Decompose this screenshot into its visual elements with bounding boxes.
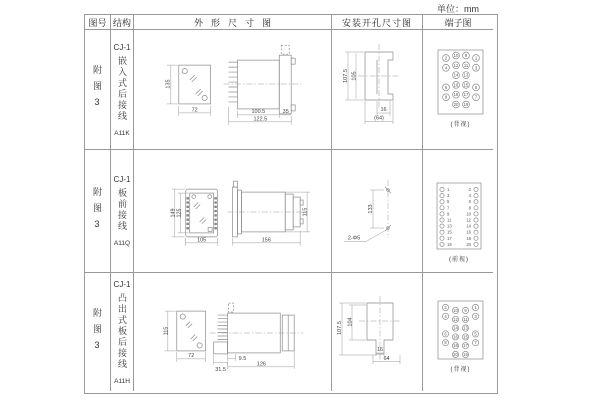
- dim-cutout-outer-h: 107.5: [343, 69, 349, 83]
- terminal-pin-number: 17: [463, 342, 468, 348]
- terminal-pin-number: 16: [453, 82, 459, 88]
- terminal-view-label: (前视): [449, 257, 469, 263]
- terminal-pin-number: 20: [453, 351, 458, 357]
- dim-notch-w: 16: [376, 346, 384, 353]
- col-header-terminal-diagram: 端子图: [423, 15, 493, 30]
- terminal-pin-number: 1: [474, 304, 477, 310]
- terminal-pin-number: 9: [464, 307, 467, 313]
- dim-front-width: 72: [188, 352, 195, 359]
- dim-side-offset: 9.5: [238, 355, 247, 362]
- terminal-pin: [474, 194, 478, 198]
- col-header-install-hole-dims: 安装开孔尺寸图: [332, 15, 423, 30]
- terminal-pin-number: 12: [466, 217, 471, 223]
- model-label: CJ-1: [113, 175, 131, 184]
- cell-install-r1: [332, 30, 423, 150]
- terminal-pin-number: 4: [468, 193, 471, 199]
- terminal-pin-number: 16: [453, 333, 458, 339]
- terminal-pin: [474, 242, 478, 246]
- cell-fig-no-r3: [85, 273, 111, 391]
- fig-no-label: 附图3: [92, 186, 102, 236]
- cell-terminal-r2: [423, 150, 493, 273]
- outline-drawing-a11k: [134, 30, 331, 149]
- install-hole-drawing-r2: [332, 150, 422, 272]
- spec-table: [84, 14, 498, 394]
- cell-terminal-r3: [423, 273, 493, 391]
- dim-front-width: 72: [191, 107, 198, 114]
- terminal-pin-number: 14: [453, 72, 459, 78]
- terminal-pin-number: 3: [474, 65, 478, 71]
- terminal-pin-number: 19: [447, 241, 452, 247]
- dim-cutout-w: 64: [383, 355, 390, 362]
- terminal-pin: [474, 187, 478, 191]
- terminal-pin: [440, 187, 444, 191]
- terminal-pin: [440, 218, 444, 222]
- cell-structure-r1: [111, 30, 134, 150]
- dim-front-inner-h: 125: [176, 208, 183, 218]
- terminal-pin-number: 3: [474, 313, 477, 319]
- dim-front-width: 105: [197, 237, 207, 244]
- terminal-pin-number: 9: [447, 211, 450, 217]
- structure-code: A11H: [114, 377, 130, 385]
- structure-desc: 凸出式板后接线: [117, 292, 127, 370]
- terminal-pin: [440, 230, 444, 234]
- terminal-pin-number: 11: [447, 217, 452, 223]
- terminal-pin-number: 17: [463, 92, 469, 98]
- col-header-fig-no: 图号: [85, 15, 111, 30]
- terminal-pin-number: 1: [447, 187, 450, 192]
- terminal-pin-number: 15: [447, 229, 452, 235]
- terminal-pin-number: 12: [453, 62, 459, 68]
- terminal-pin-number: 19: [463, 102, 469, 107]
- dim-cutout-inner-h: 104: [347, 316, 354, 327]
- structure-code: A11K: [114, 129, 130, 137]
- terminal-pin-number: 18: [453, 92, 459, 98]
- dim-side-length: 156: [261, 237, 271, 244]
- cell-structure-r2: [111, 150, 134, 273]
- cell-outline-r2: [134, 150, 332, 273]
- terminal-pin-number: 7: [447, 205, 450, 211]
- fig-no-label: 附图3: [92, 307, 102, 357]
- cell-structure-r3: [111, 273, 134, 391]
- terminal-pin-number: 8: [468, 205, 471, 211]
- terminal-pin-number: 11: [463, 62, 469, 68]
- cell-terminal-r1: [423, 30, 493, 150]
- terminal-pin-number: 2: [444, 55, 448, 61]
- terminal-pin-number: 6: [444, 84, 448, 90]
- terminal-pin: [474, 206, 478, 210]
- terminal-pin: [474, 224, 478, 228]
- terminal-pin: [474, 212, 478, 216]
- terminal-pin-number: 14: [466, 223, 471, 229]
- dim-cutout-outer-h: 107.5: [337, 320, 343, 335]
- terminal-pin-number: 17: [447, 235, 452, 241]
- terminal-pin-number: 10: [453, 53, 459, 58]
- col-header-structure: 结构: [111, 15, 134, 30]
- terminal-pin-number: 16: [466, 229, 471, 235]
- terminal-pin-number: 13: [447, 223, 452, 229]
- structure-desc: 嵌入式后接线: [117, 55, 127, 122]
- install-hole-drawing-r1: [332, 30, 422, 149]
- terminal-pin-number: 3: [447, 193, 450, 199]
- terminal-pin-number: 13: [463, 72, 469, 78]
- terminal-view-label: (背视): [450, 122, 471, 128]
- terminal-pin-number: 20: [466, 241, 471, 247]
- terminal-pin-number: 18: [453, 342, 458, 348]
- terminal-pin: [474, 200, 478, 204]
- terminal-pin-number: 9: [464, 53, 468, 58]
- terminal-diagram-back-view-r1: [423, 30, 493, 149]
- terminal-pin-number: 13: [463, 325, 468, 331]
- terminal-pin: [440, 200, 444, 204]
- install-hole-drawing-r3: [332, 274, 422, 391]
- terminal-pin: [440, 206, 444, 210]
- terminal-pin-number: 6: [444, 330, 447, 336]
- terminal-pin: [440, 236, 444, 240]
- terminal-pin-number: 8: [444, 94, 448, 100]
- terminal-pin: [440, 212, 444, 216]
- dim-side-depth2: 122.5: [253, 116, 268, 123]
- unit-label: 单位：mm: [437, 4, 479, 14]
- terminal-pin: [474, 218, 478, 222]
- terminal-pin-number: 19: [463, 351, 468, 357]
- terminal-pin: [440, 242, 444, 246]
- cell-install-r2: [332, 150, 423, 273]
- terminal-pin-number: 10: [466, 211, 471, 217]
- terminal-pin-number: 20: [453, 102, 459, 107]
- terminal-pin-number: 5: [447, 199, 450, 205]
- terminal-pin-number: 1: [474, 55, 478, 61]
- dim-cutout-large-w: (64): [374, 115, 384, 122]
- cell-outline-r1: [134, 30, 332, 150]
- structure-code: A11Q: [113, 240, 131, 247]
- cell-install-r3: [332, 273, 423, 391]
- terminal-view-label: (背视): [450, 366, 471, 373]
- dim-side-stub: 31.5: [215, 366, 226, 373]
- col-header-outline-dims: 外形尺寸图: [134, 15, 332, 30]
- dim-front-height: 135: [165, 79, 172, 89]
- structure-desc: 板前接线: [117, 188, 127, 232]
- dim-cutout-small-w: 16: [380, 107, 387, 113]
- dim-side-height: 115: [302, 207, 309, 217]
- terminal-pin-number: 12: [453, 316, 458, 322]
- terminal-pin-number: 14: [453, 325, 458, 331]
- terminal-pin: [474, 230, 478, 234]
- dim-side-length: 126: [256, 360, 266, 367]
- terminal-pin-number: 7: [474, 94, 478, 100]
- model-label: CJ-1: [113, 42, 131, 52]
- dim-front-outer-h: 149: [170, 208, 177, 218]
- cell-fig-no-r1: [85, 30, 111, 150]
- terminal-pin-number: 2: [444, 304, 447, 310]
- terminal-pin-number: 11: [463, 316, 468, 322]
- terminal-pin-number: 5: [474, 84, 478, 90]
- cell-outline-r3: [134, 273, 332, 391]
- fig-no-label: 附图3: [92, 65, 102, 114]
- terminal-pin-number: 15: [463, 82, 469, 88]
- terminal-pin-number: 8: [444, 339, 447, 345]
- model-label: CJ-1: [113, 279, 131, 289]
- terminal-pin-number: 7: [474, 339, 477, 345]
- cell-fig-no-r2: [85, 150, 111, 273]
- hole-spec-label: 2-Φ5: [347, 235, 361, 242]
- terminal-pin-number: 15: [463, 333, 468, 339]
- terminal-pin-number: 5: [474, 330, 477, 336]
- terminal-diagram-front-view-r2: [423, 150, 493, 272]
- outline-drawing-a11h: [134, 274, 331, 391]
- terminal-pin-number: 2: [468, 187, 471, 192]
- terminal-pin-number: 10: [453, 307, 458, 313]
- terminal-pin: [440, 194, 444, 198]
- dim-cutout-inner-h: 105: [351, 71, 358, 81]
- terminal-pin-number: 6: [468, 199, 471, 205]
- terminal-pin-number: 4: [444, 313, 447, 319]
- terminal-pin-number: 4: [444, 65, 448, 71]
- terminal-pin-number: 18: [466, 235, 471, 241]
- outline-drawing-a11q: [134, 150, 331, 272]
- dim-side-flange: 35: [282, 108, 289, 115]
- terminal-diagram-back-view-r3: [423, 274, 493, 391]
- dim-side-depth1: 100.5: [251, 108, 266, 115]
- dim-hole-spacing: 133: [368, 204, 374, 214]
- dim-front-height: 115: [163, 326, 170, 335]
- terminal-pin: [440, 224, 444, 228]
- terminal-pin: [474, 236, 478, 240]
